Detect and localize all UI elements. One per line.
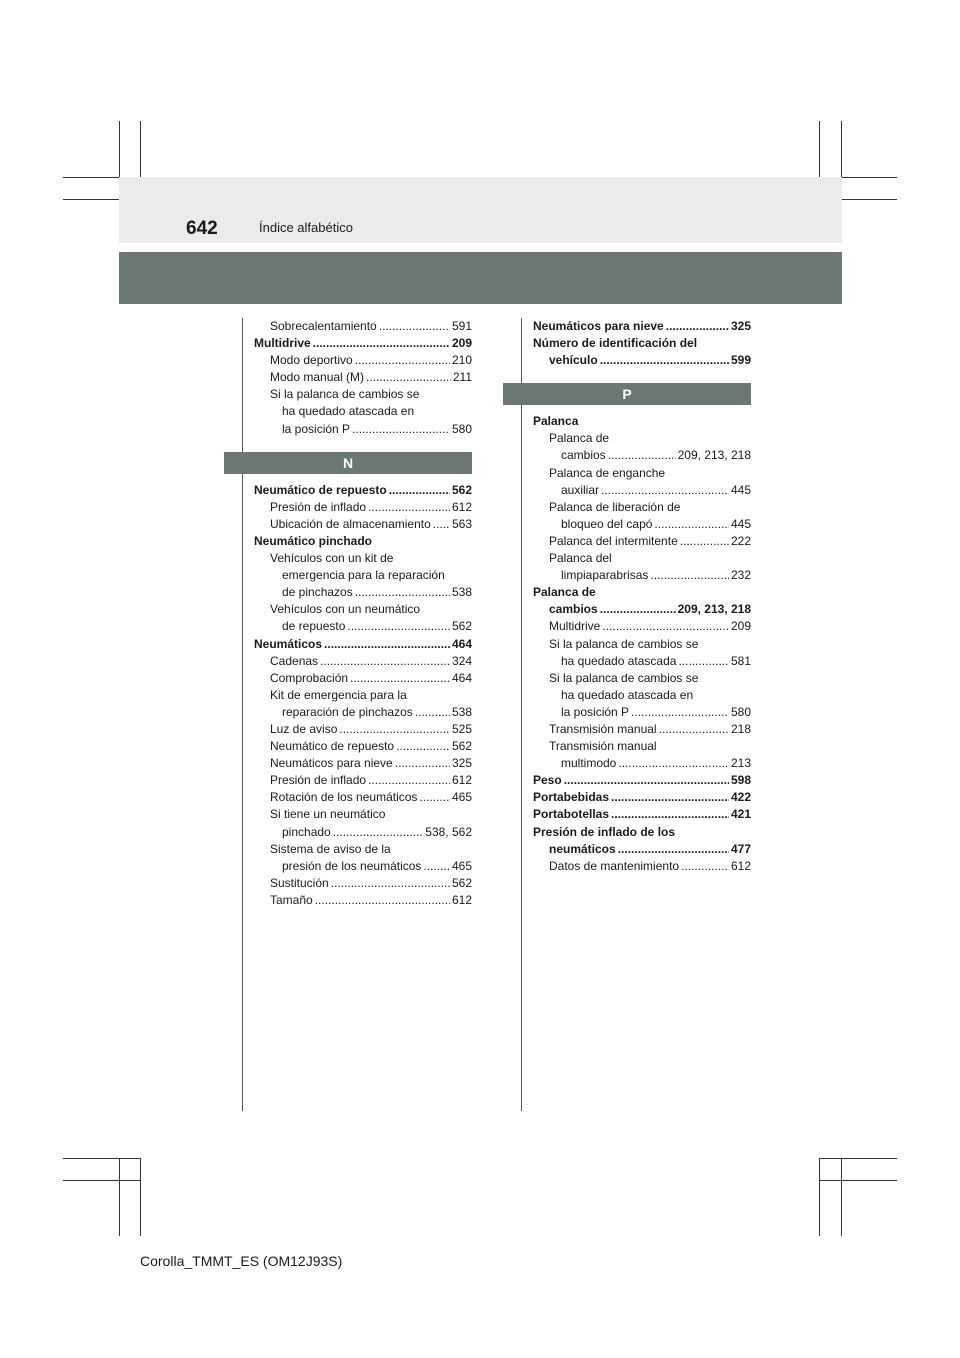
index-entry: Número de identificación del <box>533 336 698 351</box>
entry-pages: 445 <box>730 482 751 497</box>
document-code: Corolla_TMMT_ES (OM12J93S) <box>140 1253 343 1269</box>
crop-mark <box>819 1180 897 1181</box>
index-entry <box>254 318 472 335</box>
entry-term: cambios <box>561 448 606 463</box>
index-entry: Kit de emergencia para la <box>270 687 407 702</box>
crop-mark <box>841 1158 842 1236</box>
entry-term: reparación de pinchazos <box>282 704 413 719</box>
index-entry <box>254 499 472 516</box>
crop-mark <box>119 1158 120 1236</box>
dot-leader <box>419 789 450 806</box>
entry-pages: 525 <box>451 721 472 736</box>
dot-leader <box>654 516 729 533</box>
index-entry <box>254 875 472 892</box>
entry-term: Presión de inflado <box>270 773 367 788</box>
index-entry: Vehículos con un kit de <box>270 551 394 566</box>
index-entry <box>254 618 472 635</box>
entry-term: Sobrecalentamiento <box>270 319 377 333</box>
crop-mark <box>819 1158 820 1236</box>
entry-pages: 209 <box>451 336 472 351</box>
entry-pages: 209 <box>730 619 751 634</box>
index-entry <box>533 533 751 550</box>
entry-pages: 209, 213, 218 <box>677 602 751 617</box>
index-column-left <box>254 318 472 909</box>
index-entry: ha quedado atascada en <box>561 687 694 702</box>
dot-leader <box>433 516 450 533</box>
index-entry <box>254 369 472 386</box>
dot-leader <box>650 567 729 584</box>
entry-pages: 538 <box>451 704 472 719</box>
index-entry <box>533 618 751 635</box>
index-entry: Palanca de liberación de <box>549 499 681 514</box>
entry-term: Rotación de los neumáticos <box>270 790 418 805</box>
entry-pages: 538 <box>451 585 472 600</box>
dot-leader <box>423 858 450 875</box>
entry-pages: 325 <box>451 756 472 771</box>
index-entry <box>254 584 472 601</box>
entry-term: Presión de inflado <box>270 499 367 514</box>
dot-leader <box>333 824 424 841</box>
dot-leader <box>350 670 450 687</box>
entry-pages: 612 <box>730 858 751 873</box>
index-entry: Sistema de aviso de la <box>270 841 391 856</box>
entry-term: cambios <box>549 602 598 617</box>
entry-term: Neumático de repuesto <box>254 482 387 497</box>
index-entry <box>533 352 751 369</box>
index-entry <box>254 704 472 721</box>
index-entry <box>533 755 751 772</box>
entry-term: Neumáticos para nieve <box>533 319 664 333</box>
crop-mark <box>819 1158 897 1159</box>
entry-pages: 324 <box>451 653 472 668</box>
entry-term: Transmisión manual <box>549 721 657 736</box>
dot-leader <box>355 352 450 369</box>
entry-term: la posición P <box>282 421 351 436</box>
entry-pages: 599 <box>730 353 751 368</box>
entry-term: bloqueo del capó <box>561 516 653 531</box>
entry-term: Peso <box>533 773 562 788</box>
index-entry <box>533 516 751 533</box>
dot-leader <box>320 653 450 670</box>
index-entry: Presión de inflado de los <box>533 824 676 839</box>
index-entry <box>254 352 472 369</box>
index-entry <box>254 421 472 438</box>
dot-leader <box>368 499 450 516</box>
entry-pages: 612 <box>451 773 472 788</box>
index-entry: Transmisión manual <box>549 739 657 754</box>
entry-term: Modo manual (M) <box>270 370 365 385</box>
index-entry: Si la palanca de cambios se <box>270 387 420 402</box>
dot-leader <box>564 772 729 789</box>
dot-leader <box>324 636 450 653</box>
entry-pages: 421 <box>730 807 751 822</box>
entry-pages: 218 <box>730 721 751 736</box>
index-entry <box>533 789 751 806</box>
index-entry <box>254 858 472 875</box>
dot-leader <box>352 421 450 438</box>
entry-term: vehículo <box>549 353 598 368</box>
dot-leader <box>315 892 450 909</box>
dot-leader <box>379 318 450 335</box>
entry-term: multimodo <box>561 756 617 771</box>
entry-pages: 464 <box>451 670 472 685</box>
entry-term: neumáticos <box>549 841 616 856</box>
column-divider <box>521 318 522 1111</box>
index-entry <box>533 653 751 670</box>
entry-pages: 445 <box>730 516 751 531</box>
index-entry: Si la palanca de cambios se <box>549 636 699 651</box>
dot-leader <box>389 482 450 499</box>
dot-leader <box>666 318 729 335</box>
index-entry <box>254 670 472 687</box>
index-entry <box>254 482 472 499</box>
section-title: Índice alfabético <box>259 220 353 235</box>
entry-pages: 477 <box>730 841 751 856</box>
entry-pages: 211 <box>452 370 472 385</box>
entry-pages: 581 <box>730 653 751 668</box>
dot-leader <box>395 755 450 772</box>
entry-pages: 591 <box>451 319 472 333</box>
entry-term: Palanca del intermitente <box>549 533 678 548</box>
dot-leader <box>366 369 451 386</box>
index-entry: Vehículos con un neumático <box>270 602 421 617</box>
dot-leader <box>600 352 729 369</box>
entry-pages: 538, 562 <box>425 824 472 839</box>
index-entry <box>254 789 472 806</box>
index-entry <box>533 318 751 335</box>
dot-leader <box>680 533 729 550</box>
dot-leader <box>681 858 729 875</box>
entry-pages: 465 <box>451 790 472 805</box>
index-entry <box>254 721 472 738</box>
entry-term: Portabotellas <box>533 807 610 822</box>
entry-term: Comprobación <box>270 670 349 685</box>
entry-term: ha quedado atascada <box>561 653 677 668</box>
index-entry: Palanca de <box>533 585 596 600</box>
index-entry <box>533 447 751 464</box>
entry-term: pinchado <box>282 824 331 839</box>
dot-leader <box>659 721 729 738</box>
entry-pages: 562 <box>451 739 472 754</box>
index-entry: emergencia para la reparación <box>282 568 445 583</box>
entry-pages: 562 <box>451 482 472 497</box>
entry-pages: 562 <box>451 619 472 634</box>
crop-mark <box>63 1180 141 1181</box>
column-divider <box>242 318 243 1111</box>
index-entry <box>254 755 472 772</box>
entry-term: Ubicación de almacenamiento <box>270 516 431 531</box>
index-entry <box>254 653 472 670</box>
index-entry <box>254 636 472 653</box>
index-column-right <box>533 318 751 875</box>
index-entry <box>533 772 751 789</box>
entry-term: Sustitución <box>270 875 329 890</box>
entry-term: Cadenas <box>270 653 319 668</box>
entry-term: de pinchazos <box>282 585 353 600</box>
page-number: 642 <box>186 218 218 239</box>
dot-leader <box>602 618 729 635</box>
index-entry <box>533 806 751 823</box>
dot-leader <box>396 738 450 755</box>
index-entry: Neumático pinchado <box>254 533 373 548</box>
index-entry <box>254 516 472 533</box>
index-entry <box>533 567 751 584</box>
dot-leader <box>415 704 450 721</box>
dot-leader <box>618 755 729 772</box>
index-entry <box>254 824 472 841</box>
header-band <box>119 177 842 243</box>
crop-mark <box>140 1158 141 1236</box>
entry-term: Datos de mantenimiento <box>549 858 680 873</box>
entry-term: Luz de aviso <box>270 721 338 736</box>
entry-pages: 612 <box>451 499 472 514</box>
entry-term: Neumáticos para nieve <box>270 756 393 771</box>
entry-pages: 612 <box>451 892 472 907</box>
entry-pages: 213 <box>730 756 751 771</box>
entry-term: Neumático de repuesto <box>270 739 395 754</box>
dot-leader <box>601 482 729 499</box>
dot-leader <box>313 335 450 352</box>
entry-pages: 562 <box>451 875 472 890</box>
dot-leader <box>339 721 450 738</box>
index-letter-heading: N <box>224 452 472 474</box>
entry-term: Portabebidas <box>533 790 610 805</box>
entry-term: la posición P <box>561 704 630 719</box>
entry-term: Neumáticos <box>254 636 323 651</box>
entry-pages: 222 <box>730 533 751 548</box>
dot-leader <box>331 875 450 892</box>
entry-pages: 580 <box>730 704 751 719</box>
entry-pages: 325 <box>730 319 751 333</box>
index-entry <box>533 601 751 618</box>
dot-leader <box>368 772 450 789</box>
dot-leader <box>608 447 676 464</box>
entry-term: Multidrive <box>254 336 311 351</box>
index-entry: Palanca del <box>549 551 612 566</box>
index-entry: Palanca de enganche <box>549 465 666 480</box>
entry-pages: 580 <box>451 421 472 436</box>
entry-term: Modo deportivo <box>270 353 353 368</box>
index-entry <box>254 738 472 755</box>
entry-term: limpiaparabrisas <box>561 568 649 583</box>
index-entry <box>533 482 751 499</box>
entry-pages: 210 <box>451 353 472 368</box>
index-entry <box>254 892 472 909</box>
index-entry: Si la palanca de cambios se <box>549 670 699 685</box>
dot-leader <box>347 618 450 635</box>
index-entry <box>533 841 751 858</box>
index-entry <box>254 335 472 352</box>
entry-pages: 422 <box>730 790 751 805</box>
entry-term: de repuesto <box>282 619 346 634</box>
entry-term: Tamaño <box>270 892 313 907</box>
index-entry <box>533 721 751 738</box>
dot-leader <box>600 601 676 618</box>
dot-leader <box>618 841 729 858</box>
index-entry: Si tiene un neumático <box>270 807 386 822</box>
dot-leader <box>678 653 729 670</box>
header-accent-band <box>119 252 842 304</box>
entry-pages: 209, 213, 218 <box>677 448 751 463</box>
entry-pages: 232 <box>730 568 751 583</box>
dot-leader <box>611 789 729 806</box>
index-entry: ha quedado atascada en <box>282 404 415 419</box>
dot-leader <box>631 704 729 721</box>
entry-pages: 465 <box>451 858 472 873</box>
dot-leader <box>355 584 450 601</box>
crop-mark <box>63 1158 141 1159</box>
entry-pages: 598 <box>730 773 751 788</box>
entry-term: auxiliar <box>561 482 600 497</box>
entry-term: Multidrive <box>549 619 601 634</box>
entry-term: presión de los neumáticos <box>282 858 422 873</box>
dot-leader <box>611 806 729 823</box>
index-entry: Palanca <box>533 414 579 429</box>
entry-pages: 563 <box>451 516 472 531</box>
index-entry: Palanca de <box>549 431 610 446</box>
index-entry <box>533 704 751 721</box>
entry-pages: 464 <box>451 636 472 651</box>
index-letter-heading: P <box>503 383 751 405</box>
index-entry <box>254 772 472 789</box>
index-entry <box>533 858 751 875</box>
